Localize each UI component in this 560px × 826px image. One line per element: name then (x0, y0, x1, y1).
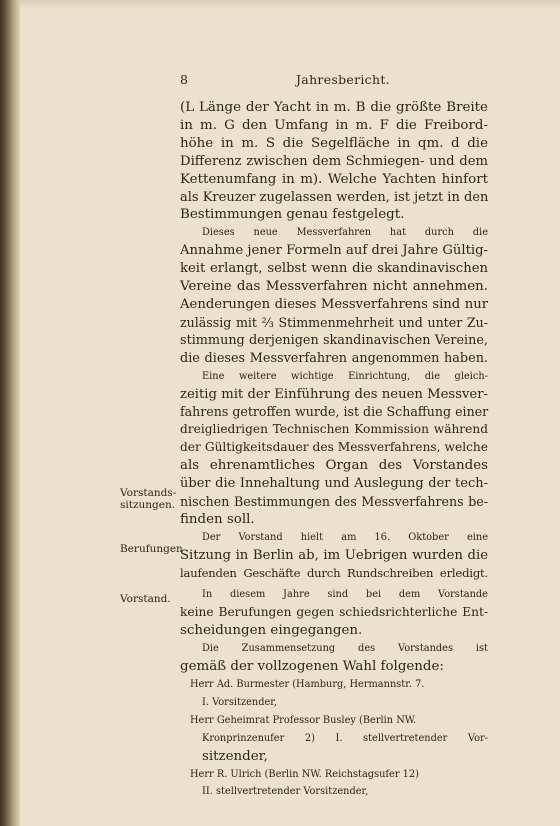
text-line: In diesem Jahre sind bei dem Vorstande (202, 589, 488, 601)
margin-note-line: sitzungen. (120, 499, 176, 511)
running-head: Jahresbericht. (296, 72, 390, 87)
text-line: Vereine das Messverfahren nicht annehmen. (180, 279, 488, 295)
text-line: keine Berufungen gegen schiedsrichterliche Ent- (180, 605, 488, 620)
text-line: sitzender, (202, 748, 268, 764)
text-line: nischen Bestimmungen des Messverfahrens be- (180, 493, 488, 509)
text-line: Aenderungen dieses Messverfahrens sind nur (180, 296, 488, 312)
text-line: I. Vorsitzender, (202, 696, 278, 708)
text-line: Der Vorstand hielt am 16. Oktober eine (202, 531, 488, 543)
text-line: Herr R. Ulrich (Berlin NW. Reichstagsufer 12) (190, 768, 419, 780)
text-line: Annahme jener Formeln auf drei Jahre Gültig- (180, 243, 488, 259)
text-line: Eine weitere wichtige Einrichtung, die gleich- (202, 370, 488, 382)
text-line: Sitzung in Berlin ab, im Uebrigen wurden die (180, 547, 488, 563)
text-line: Kettenumfang in m). Welche Yachten hinfort (180, 171, 488, 187)
text-line: Differenz zwischen dem Schmiegen- und dem (180, 153, 488, 169)
text-line: (L Länge der Yacht in m. B die größte Breite (180, 100, 488, 115)
text-line: dreigliedrigen Technischen Kommission während (180, 422, 488, 437)
text-line: als Kreuzer zugelassen werden, ist jetzt in den (180, 189, 489, 205)
text-line: stimmung derjenigen skandinavischen Vereine, (180, 332, 488, 348)
text-line: als ehrenamtliches Organ des Vorstandes (180, 458, 488, 474)
margin-note-line: Vorstand. (120, 593, 171, 605)
text-line: Die Zusammensetzung des Vorstandes ist (202, 643, 488, 655)
margin-note-vorstandssitzungen (120, 487, 180, 511)
text-line: finden soll. (180, 511, 255, 527)
text-line: keit erlangt, selbst wenn die skandinavischen (180, 261, 488, 277)
text-line: über die Innehaltung und Auslegung der tech- (180, 476, 488, 492)
body-text (180, 99, 488, 801)
text-line: zulässig mit ⅔ Stimmenmehrheit und unter Zu- (180, 314, 488, 330)
page-number: 8 (180, 72, 188, 87)
text-line: laufenden Geschäfte durch Rundschreiben erledigt. (180, 565, 488, 580)
text-line: höhe in m. S die Segelfläche in qm. d die (180, 135, 488, 151)
text-line: Herr Ad. Burmester (Hamburg, Hermannstr. 7. (190, 679, 425, 690)
margin-note-berufungen (120, 543, 183, 555)
text-line: Herr Geheimrat Professor Busley (Berlin NW. (190, 714, 417, 726)
text-line: II. stellvertretender Vorsitzender, (202, 786, 369, 798)
margin-note-line: Vorstands- (120, 487, 177, 499)
text-line: der Gültigkeitsdauer des Messverfahrens, welche (180, 440, 488, 455)
margin-note-line: Berufungen (120, 543, 183, 555)
text-line: fahrens getroffen wurde, ist die Schaffung einer (180, 404, 489, 420)
margin-note-vorstand (120, 593, 180, 605)
book-binding (0, 0, 20, 826)
text-line: die dieses Messverfahren angenommen haben. (180, 350, 488, 366)
text-line: in m. G den Umfang in m. F die Freibord- (180, 117, 488, 133)
text-line: scheidungen eingegangen. (180, 623, 363, 639)
page-header (180, 72, 480, 92)
text-line: Bestimmungen genau festgelegt. (180, 207, 405, 223)
text-line: Dieses neue Messverfahren hat durch die (202, 227, 488, 239)
text-line: gemäß der vollzogenen Wahl folgende: (180, 659, 444, 675)
text-line: Kronprinzenufer 2) I. stellvertretender Vor- (202, 732, 488, 744)
text-line: zeitig mit der Einführung des neuen Messver- (180, 386, 488, 402)
page-top-edge (20, 0, 560, 8)
